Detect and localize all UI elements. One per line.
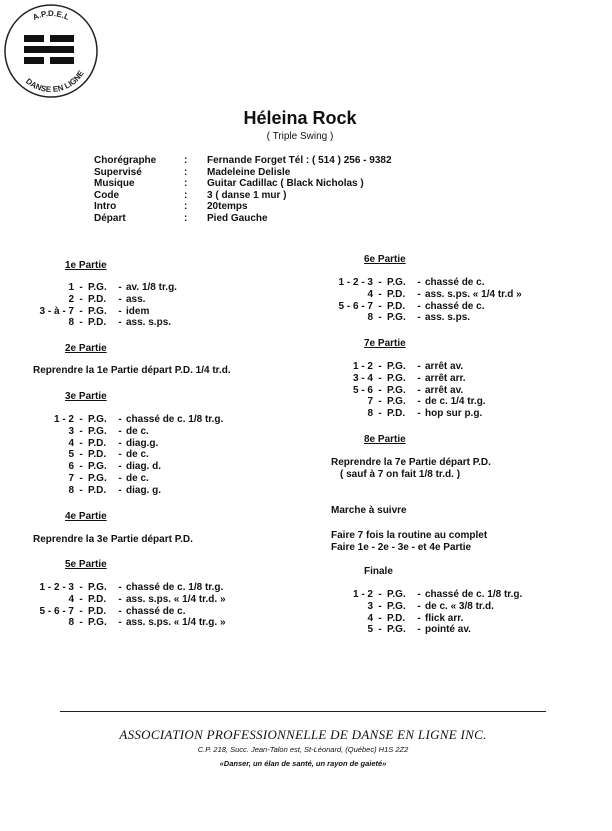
step-count: 4	[68, 593, 74, 605]
step-row: 7 - P.G. - de c.	[18, 473, 223, 485]
step-foot: P.D.	[387, 288, 406, 300]
step-row: 4 - P.D. - flick arr.	[318, 613, 522, 625]
step-count: 7	[367, 396, 373, 408]
step-description: pointé av.	[425, 624, 471, 636]
step-foot: P.G.	[88, 472, 107, 484]
step-row: 4 - P.D. - ass. s.ps. « 1/4 tr.d »	[318, 289, 522, 301]
footer-divider	[60, 711, 546, 712]
step-foot: P.G.	[387, 624, 406, 636]
step-row: 5 - P.D. - de c.	[18, 449, 223, 461]
part-6-heading: 6e Partie	[364, 254, 406, 265]
step-description: av. 1/8 tr.g.	[126, 282, 177, 293]
step-description: arrêt av.	[425, 361, 464, 372]
step-row: 8 - P.D. - diag. g.	[18, 485, 223, 497]
step-description: chassé de c. 1/8 tr.g.	[425, 589, 523, 600]
part-1-heading: 1e Partie	[65, 260, 107, 271]
part-3-steps	[18, 414, 223, 497]
part-1-steps	[18, 282, 177, 329]
step-count: 3	[68, 425, 74, 437]
info-row: Départ : Pied Gauche	[94, 212, 268, 224]
part-5-steps	[18, 582, 226, 629]
step-description: chassé de c.	[425, 277, 485, 288]
step-foot: P.D.	[88, 605, 107, 617]
step-description: arrêt av.	[425, 384, 464, 396]
step-row: 1 - P.G. - av. 1/8 tr.g.	[18, 282, 177, 294]
step-foot: P.G.	[387, 277, 406, 288]
step-foot: P.G.	[387, 396, 406, 408]
step-row: 5 - 6 - 7 - P.D. - chassé de c.	[318, 301, 522, 313]
step-foot: P.G.	[387, 361, 406, 372]
step-foot: P.D.	[387, 408, 406, 420]
step-foot: P.G.	[387, 589, 406, 600]
info-label: Départ	[94, 212, 126, 224]
step-count: 5 - 6 - 7	[39, 605, 74, 617]
step-row: 5 - 6 - 7 - P.D. - chassé de c.	[18, 606, 226, 618]
logo-top-text: A.P.D.E.L	[31, 8, 71, 23]
step-row: 5 - 6 - P.G. - arrêt av.	[318, 385, 486, 397]
step-description: diag. g.	[126, 484, 161, 496]
step-foot: P.D.	[88, 293, 107, 305]
info-label: Chorégraphe	[94, 155, 157, 166]
step-row: 1 - 2 - P.G. - chassé de c. 1/8 tr.g.	[318, 589, 522, 601]
step-count: 5 - 6	[352, 384, 373, 396]
step-row: 8 - P.G. - ass. s.ps.	[318, 312, 522, 324]
step-count: 1 - 2 - 3	[39, 582, 74, 593]
info-value: Guitar Cadillac ( Black Nicholas )	[207, 178, 364, 190]
step-foot: P.D.	[88, 317, 107, 329]
info-row: Chorégraphe : Fernande Forget Tél : ( 514 ) 256 - 9382	[94, 155, 392, 166]
step-count: 5 - 6 - 7	[338, 300, 373, 312]
info-row: Musique : Guitar Cadillac ( Black Nicholas )	[94, 178, 364, 190]
step-count: 1 - 2 - 3	[338, 277, 373, 288]
step-row: 3 - P.G. - de c.	[18, 426, 223, 438]
step-row: 8 - P.D. - hop sur p.g.	[318, 408, 486, 420]
step-description: de c.	[126, 472, 149, 484]
info-value: Fernande Forget Tél : ( 514 ) 256 - 9382	[207, 155, 392, 166]
info-row: Code : 3 ( danse 1 mur )	[94, 189, 287, 201]
part-6-steps	[318, 277, 522, 324]
step-row: 1 - 2 - P.G. - chassé de c. 1/8 tr.g.	[18, 414, 223, 426]
info-value: 3 ( danse 1 mur )	[207, 189, 287, 201]
step-description: ass.	[126, 293, 146, 305]
step-foot: P.G.	[387, 600, 406, 612]
step-foot: P.G.	[88, 414, 107, 425]
step-row: 3 - P.G. - de c. « 3/8 tr.d.	[318, 601, 522, 613]
step-description: de c.	[126, 425, 149, 437]
step-row: 7 - P.G. - de c. 1/4 tr.g.	[318, 396, 486, 408]
step-description: de c. 1/4 tr.g.	[425, 396, 486, 408]
step-foot: P.G.	[387, 372, 406, 384]
step-count: 4	[367, 288, 373, 300]
step-count: 3 - à - 7	[39, 305, 74, 317]
step-count: 5	[367, 624, 373, 636]
step-row: 3 - à - 7 - P.G. - idem	[18, 306, 177, 318]
step-description: chassé de c.	[126, 605, 186, 617]
step-foot: P.D.	[387, 612, 406, 624]
part-7-steps	[318, 361, 486, 420]
step-description: ass. s.ps.	[126, 317, 172, 329]
step-row: 1 - 2 - P.G. - arrêt av.	[318, 361, 486, 373]
step-description: de c. « 3/8 tr.d.	[425, 600, 494, 612]
step-count: 1 - 2	[53, 414, 74, 425]
part-2-heading: 2e Partie	[65, 343, 107, 354]
step-count: 7	[68, 472, 74, 484]
step-foot: P.D.	[88, 593, 107, 605]
step-foot: P.D.	[88, 437, 107, 449]
step-description: idem	[126, 305, 150, 317]
step-foot: P.G.	[387, 312, 406, 324]
step-foot: P.G.	[387, 384, 406, 396]
step-row: 5 - P.G. - pointé av.	[318, 624, 522, 636]
part-8-note-detail: ( sauf à 7 on fait 1/8 tr.d. )	[340, 469, 461, 480]
footer-association: ASSOCIATION PROFESSIONNELLE DE DANSE EN LIGNE INC.	[119, 727, 487, 742]
part-7-heading: 7e Partie	[364, 338, 406, 349]
step-foot: P.G.	[88, 617, 107, 629]
info-label: Code	[94, 189, 119, 201]
step-description: de c.	[126, 449, 149, 461]
step-description: ass. s.ps. « 1/4 tr.d »	[425, 288, 522, 300]
dance-subtitle: ( Triple Swing )	[266, 131, 334, 142]
step-count: 2	[68, 293, 74, 305]
step-foot: P.G.	[88, 282, 107, 293]
svg-text:A.P.D.E.L	[31, 9, 71, 22]
step-count: 6	[68, 461, 74, 473]
info-label: Musique	[94, 178, 135, 190]
marche-a-suivre: Marche à suivre	[331, 505, 407, 516]
step-row: 4 - P.D. - diag.g.	[18, 438, 223, 450]
step-foot: P.D.	[387, 300, 406, 312]
step-description: hop sur p.g.	[425, 408, 483, 420]
step-description: ass. s.ps. « 1/4 tr.d. »	[126, 593, 226, 605]
step-foot: P.D.	[88, 484, 107, 496]
step-count: 1 - 2	[352, 361, 373, 372]
part-5-heading: 5e Partie	[65, 559, 107, 570]
faire-parties: Faire 1e - 2e - 3e - et 4e Partie	[331, 542, 472, 553]
step-foot: P.G.	[88, 425, 107, 437]
faire-routine: Faire 7 fois la routine au complet	[331, 530, 488, 541]
step-row: 8 - P.G. - ass. s.ps. « 1/4 tr.g. »	[18, 617, 226, 629]
step-count: 8	[68, 617, 74, 629]
step-foot: P.G.	[88, 582, 107, 593]
step-description: chassé de c. 1/8 tr.g.	[126, 414, 224, 425]
info-label: Supervisé	[94, 166, 142, 178]
part-3-heading: 3e Partie	[65, 391, 107, 402]
info-label: Intro	[94, 201, 117, 213]
step-count: 5	[68, 449, 74, 461]
dance-title: Héleina Rock	[243, 108, 357, 128]
step-row: 6 - P.G. - diag. d.	[18, 461, 223, 473]
step-description: ass. s.ps.	[425, 312, 471, 324]
info-value: Pied Gauche	[207, 212, 268, 224]
step-count: 8	[68, 317, 74, 329]
part-4-heading: 4e Partie	[65, 511, 107, 522]
step-count: 3 - 4	[352, 372, 373, 384]
step-count: 8	[68, 484, 74, 496]
info-row: Supervisé : Madeleine Delisle	[94, 166, 291, 178]
finale-steps	[318, 589, 522, 636]
info-value: 20temps	[207, 201, 248, 213]
step-description: diag. d.	[126, 461, 161, 473]
step-description: flick arr.	[425, 612, 464, 624]
step-description: arrêt arr.	[425, 372, 466, 384]
apdel-logo	[2, 2, 100, 100]
step-count: 8	[367, 408, 373, 420]
step-row: 8 - P.D. - ass. s.ps.	[18, 317, 177, 329]
footer-address: C.P. 218, Succ. Jean-Talon est, St-Léonard, (Québec) H1S 2Z2	[197, 745, 409, 754]
step-count: 8	[367, 312, 373, 324]
step-row: 4 - P.D. - ass. s.ps. « 1/4 tr.d. »	[18, 594, 226, 606]
part-8-heading: 8e Partie	[364, 434, 406, 445]
step-description: ass. s.ps. « 1/4 tr.g. »	[126, 617, 226, 629]
step-foot: P.G.	[88, 461, 107, 473]
step-foot: P.D.	[88, 449, 107, 461]
step-count: 4	[367, 612, 373, 624]
step-description: chassé de c.	[425, 300, 485, 312]
step-row: 1 - 2 - 3 - P.G. - chassé de c. 1/8 tr.g.	[18, 582, 226, 594]
step-description: diag.g.	[126, 437, 159, 449]
step-count: 3	[367, 600, 373, 612]
part-2-note: Reprendre la 1e Partie départ P.D. 1/4 tr.d.	[33, 365, 231, 376]
info-block	[94, 155, 392, 225]
svg-text:DANSE EN LIGNE	[24, 68, 86, 94]
step-row: 1 - 2 - 3 - P.G. - chassé de c.	[318, 277, 522, 289]
step-count: 1	[68, 282, 74, 293]
finale-heading: Finale	[364, 566, 393, 577]
step-description: chassé de c. 1/8 tr.g.	[126, 582, 224, 593]
logo-bottom-text: DANSE EN LIGNE	[24, 68, 86, 95]
part-8-note: Reprendre la 7e Partie départ P.D.	[331, 457, 491, 468]
info-row: Intro : 20temps	[94, 201, 248, 213]
footer-slogan: «Danser, un élan de santé, un rayon de gaieté»	[219, 759, 387, 768]
step-count: 4	[68, 437, 74, 449]
step-count: 1 - 2	[352, 589, 373, 600]
step-row: 3 - 4 - P.G. - arrêt arr.	[318, 373, 486, 385]
step-row: 2 - P.D. - ass.	[18, 294, 177, 306]
step-foot: P.G.	[88, 305, 107, 317]
part-4-note: Reprendre la 3e Partie départ P.D.	[33, 534, 193, 545]
info-value: Madeleine Delisle	[207, 166, 291, 178]
